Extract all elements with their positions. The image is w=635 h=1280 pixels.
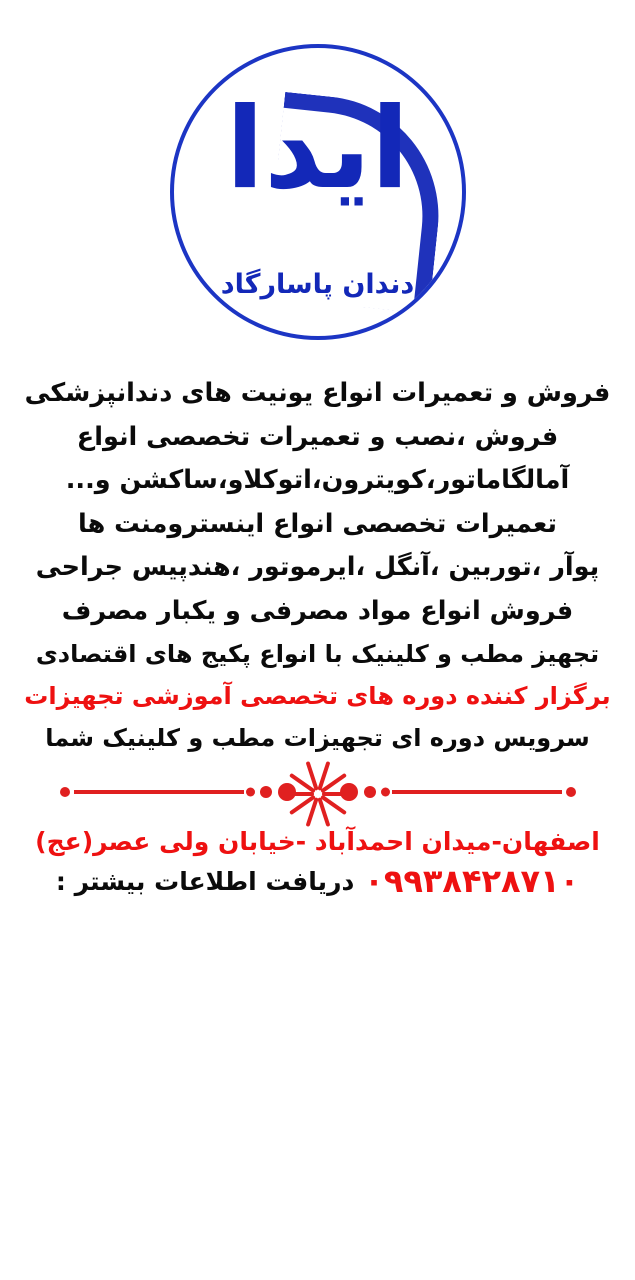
service-line: آمالگاماتور،کویترون،اتوکلاو،ساکشن و... bbox=[65, 465, 570, 495]
service-line: تجهیز مطب و کلینیک با انواع پکیج های اقتصادی bbox=[35, 640, 600, 668]
logo-wordmark: ایدا bbox=[225, 84, 410, 214]
starburst-ornament-icon bbox=[38, 769, 598, 815]
logo-circle bbox=[170, 44, 466, 340]
service-line: سرویس دوره ای تجهیزات مطب و کلینیک شما bbox=[45, 724, 590, 752]
logo-subtitle: دندان پاسارگاد bbox=[220, 269, 415, 300]
phone-number[interactable]: ۰۹۹۳۸۴۲۸۷۱۰ bbox=[364, 862, 580, 900]
service-line-highlight: برگزار کننده دوره های تخصصی آموزشی تجهیزات bbox=[24, 682, 611, 710]
service-line: فروش انواع مواد مصرفی و یکبار مصرف bbox=[61, 595, 574, 626]
service-line: تعمیرات تخصصی انواع اینسترومنت ها bbox=[78, 508, 557, 539]
services-list bbox=[0, 372, 635, 759]
service-line: پوآر ،توربین ،آنگل ،ایرموتور ،هندپیس جراحی bbox=[35, 552, 600, 582]
contact-row bbox=[56, 862, 579, 914]
service-line: فروش ،نصب و تعمیرات تخصصی انواع bbox=[76, 421, 559, 452]
service-line: فروش و تعمیرات انواع یونیت های دندانپزشکی bbox=[24, 378, 611, 408]
address-text: اصفهان-میدان احمدآباد -خیابان ولی عصر(عج) bbox=[35, 827, 600, 856]
more-info-label: دریافت اطلاعات بیشتر : bbox=[55, 866, 355, 896]
logo bbox=[168, 18, 468, 366]
